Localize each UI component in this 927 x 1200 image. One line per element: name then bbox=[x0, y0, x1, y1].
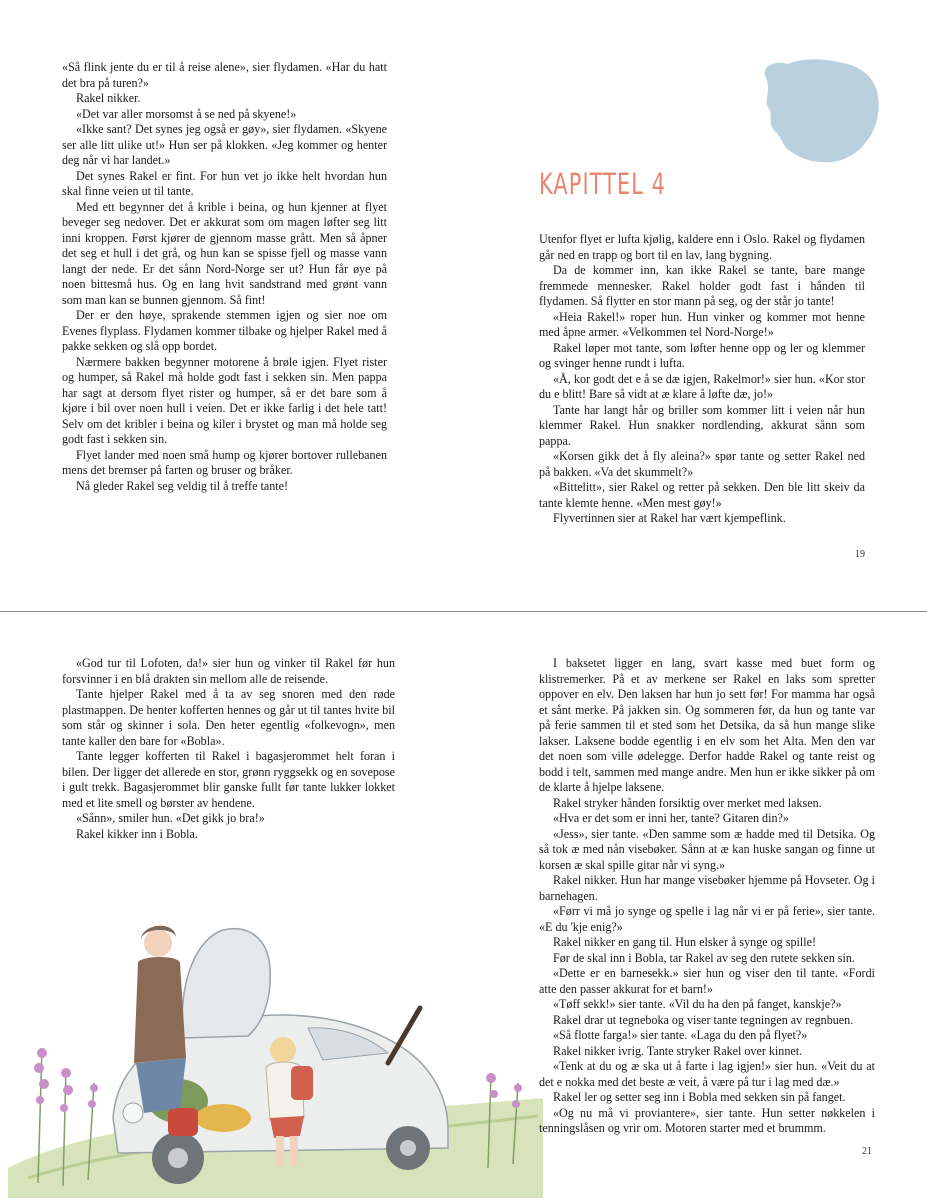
paragraph: Flyvertinnen sier at Rakel har vært kjempeflink. bbox=[553, 511, 786, 525]
paragraph: «Ikke sant? Det synes jeg også er gøy», sier flydamen. «Skyene ser alle litt ulike ut!» Hun ser på klokken. «Jeg kommer og henter deg når vi har landet.» bbox=[62, 122, 387, 167]
paragraph: Rakel løper mot tante, som løfter henne opp og ler og klemmer og svinger henne rundt i lufta. bbox=[539, 340, 865, 370]
paragraph: «Korsen gikk det å fly aleina?» spør tante og setter Rakel ned på bakken. «Va det skummelt?» bbox=[539, 449, 865, 479]
paragraph: Rakel ler og setter seg inn i Bobla med sekken sin på fanget. bbox=[553, 1090, 846, 1104]
paragraph: «Bittelitt», sier Rakel og retter på sekken. Den ble litt skeiv da tante klemte henne. «Men mest gøy!» bbox=[539, 480, 865, 510]
page-divider bbox=[0, 611, 927, 612]
text-column-left bbox=[62, 60, 387, 494]
paragraph: Nå gleder Rakel seg veldig til å treffe tante! bbox=[76, 478, 289, 493]
paragraph: «God tur til Lofoten, da!» sier hun og vinker til Rakel før hun forsvinner i en blå drakten sin mellom alle de reisende. bbox=[62, 656, 395, 686]
paragraph: «Dette er en barnesekk.» sier hun og viser den til tante. «Fordi atte den passer akkurat for et barn!» bbox=[539, 966, 875, 996]
paragraph: «Hva er det som er inni her, tante? Gitaren din?» bbox=[553, 811, 789, 825]
paragraph: Rakel nikker en gang til. Hun elsker å synge og spille! bbox=[553, 935, 816, 949]
paragraph: Rakel drar ut tegnebokа og viser tante tegningen av regnbuen. bbox=[553, 1012, 854, 1027]
paragraph: «Å, kor godt det e å se dæ igjen, Rakelmor!» sier hun. «Kor stor du e blitt! Bare så vidt at æ klare å løfte dæ, jo!» bbox=[539, 371, 865, 401]
page-number: 19 bbox=[855, 549, 865, 560]
paragraph: «Tenk at du og æ ska ut å farte i lag igjen!» sier hun. «Veit du at det e nokka med det beste æ veit, å være på tur i lag med dæ.» bbox=[539, 1059, 875, 1089]
paragraph: Tante hjelper Rakel med å ta av seg snoren med den røde plastmappen. De henter kofferten hennes og går ut til tantes hvite bil som står og skinner i sola. Den heter egentlig «folkevogn», men tante kaller den bare for «Bobla». bbox=[62, 687, 395, 748]
paragraph: Med ett begynner det å krible i beina, og hun kjenner at flyet beveger seg nedover. Det er akkurat som om magen løfter seg litt inni kroppen. Først kjører de gjennom masse grått. Men så åpner det seg et hull i det grå, og hun kan se spisse fjell og masse vann langt der nede. Er det sånn Nord-Norge ser ut? Hun får øye på noen bittesmå hus. Og en lang hvit sandstrand med grønt vann som man kan se bunnen gjennom. Så fint! bbox=[62, 199, 387, 307]
text-column-right bbox=[539, 232, 865, 527]
paragraph: «Og nu må vi proviantere», sier tante. Hun setter nøkkelen i tenningslåsen og vrir om. Motoren starter med et brummm. bbox=[539, 1105, 875, 1135]
paragraph: «Så flotte farga!» sier tante. «Laga du den på flyet?» bbox=[553, 1028, 808, 1042]
paragraph: Rakel nikker ivrig. Tante stryker Rakel over kinnet. bbox=[553, 1043, 803, 1058]
paragraph: Nærmere bakken begynner motorene å brøle igjen. Flyet rister og humper, så Rakel må holde godt fast i sekken sin. Men pappa har sagt at dersom flyet rister og humper, så er det bare som å kjøre i bil over noen hull i veien. Det er ikke farlig i det hele tatt! Selv om det kribler i beina og kiler i brystet og man må holde seg godt fast i sekken sin. bbox=[62, 354, 387, 446]
paragraph: «Heia Rakel!» roper hun. Hun vinker og kommer mot henne med åpne armer. «Velkommen tel Nord-Norge!» bbox=[539, 309, 865, 339]
paragraph: Utenfor flyet er lufta kjølig, kaldere enn i Oslo. Rakel og flydamen går ned en trapp og bort til en lav, lang bygning. bbox=[539, 232, 865, 262]
paragraph: Rakel nikker. Hun har mange visebøker hjemme på Hovseter. Og i barnehagen. bbox=[539, 873, 875, 903]
paragraph: «Jess», sier tante. «Den samme som æ hadde med til Detsika. Og så tok æ med nån visebøker. Sånn at æ kan huske sangan og finne ut korsen æ skal spille gitar når vi syng.» bbox=[539, 826, 875, 872]
paragraph: Rakel kikker inn i Bobla. bbox=[76, 826, 198, 841]
paragraph: «Sånn», smiler hun. «Det gikk jo bra!» bbox=[76, 811, 265, 825]
paragraph: I baksetet ligger en lang, svart kasse med buet form og klistremerker. På et av merkene ser Rakel en laks som spretter oppover en elv. Den laksen har hun jo sett før! For mamma har også et sånt merke. På jakken sin. Og sommeren før, da hun og tante var på ferie sammen til et sted som het Detsika, da så hun mange slike lakser. Laksene bodde egentlig i en elv som het Alta. Men den var det noen som ville ødelegge. Derfor hadde Rakel og tante reist og bodd i telt, sammen med mange andre. Men hun er ikke sikker på om de klarte å hjelpe laksene. bbox=[539, 656, 875, 794]
chapter-title: KAPITTEL 4 bbox=[539, 167, 667, 201]
paragraph: Tante har langt hår og briller som kommer litt i veien når hun klemmer Rakel. Hun snakker nordlending, akkurat sånn som pappa. bbox=[539, 402, 865, 448]
paragraph: Der er den høye, sprakende stemmen igjen og sier noe om Evenes flyplass. Flydamen kommer tilbake og hjelper Rakel med å pakke sekken og slå opp bordet. bbox=[62, 308, 387, 353]
paragraph: Flyet lander med noen små hump og kjører bortover rullebanen mens det bremser på farten og bruser og bråker. bbox=[62, 447, 387, 477]
paragraph: Rakel nikker. bbox=[76, 91, 141, 105]
shell-shape-decoration bbox=[752, 58, 882, 168]
paragraph: «Tøff sekk!» sier tante. «Vil du ha den på fanget, kanskje?» bbox=[553, 997, 842, 1011]
paragraph: Rakel stryker hånden forsiktig over merket med laksen. bbox=[553, 795, 822, 810]
paragraph: «Førr vi må jo synge og spelle i lag når vi er på ferie», sier tante. «E du 'kje enig?» bbox=[539, 904, 875, 934]
paragraph: Tante legger kofferten til Rakel i bagasjerommet helt foran i bilen. Der ligger det allerede en stor, grønn ryggsekk og en sovepose i gult trekk. Bagasjerommet blir ganske fullt før tante lukker lokket med et lite smell og børster av hendene. bbox=[62, 749, 395, 810]
page-number: 21 bbox=[862, 1146, 872, 1157]
paragraph: «Det var aller morsomst å se ned på skyene!» bbox=[76, 106, 297, 121]
text-column-right bbox=[539, 656, 875, 1137]
illustration-car-scene bbox=[8, 868, 543, 1198]
paragraph: Før de skal inn i Bobla, tar Rakel av seg den rutete sekken sin. bbox=[553, 950, 855, 965]
paragraph: Det synes Rakel er fint. For hun vet jo ikke helt hvordan hun skal finne veien ut til tante. bbox=[62, 168, 387, 198]
paragraph: «Så flink jente du er til å reise alene», sier flydamen. «Har du hatt det bra på turen?» bbox=[62, 60, 387, 90]
text-column-left bbox=[62, 656, 395, 842]
paragraph: Da de kommer inn, kan ikke Rakel se tante, bare mange fremmede mennesker. Rakel holder godt fast i hånden til flydamen. Så flytter en stor mann på seg, og der står jo tante! bbox=[539, 263, 865, 308]
page-21 bbox=[0, 613, 927, 1200]
